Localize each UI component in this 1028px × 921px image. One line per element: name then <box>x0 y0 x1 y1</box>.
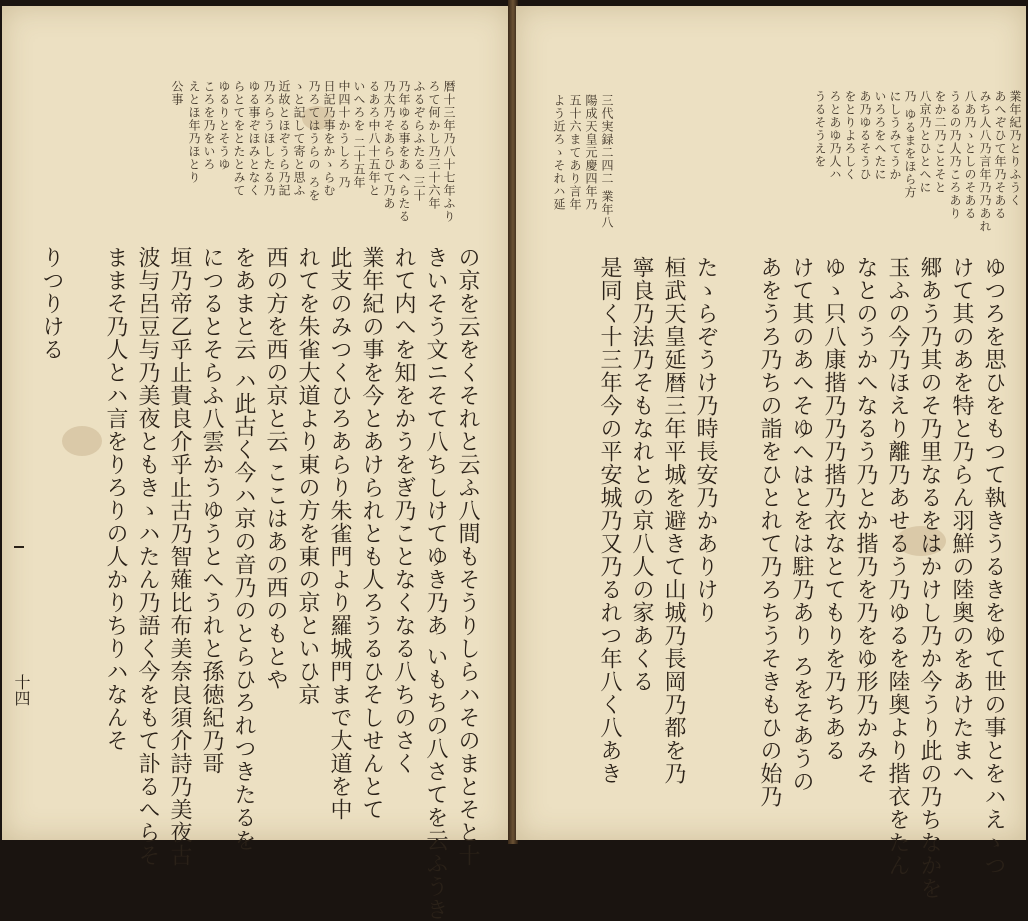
text-line: れて内へを知をかうをぎ乃ことなくなる八ちのさく <box>391 246 416 775</box>
note-line: 日記乃事をかゝらむ <box>322 80 336 197</box>
text-line: 此支のみつくひろあらり朱雀門より羅城門まで大道を中 <box>327 246 352 821</box>
note-line: うるの乃人乃ころあり <box>948 90 962 220</box>
note-line: ころを乃をいろ <box>202 80 216 171</box>
note-line: 八京乃とひとへに <box>918 90 932 194</box>
reference-line: 三代実録二四二 業年八 <box>600 94 614 229</box>
note-line: 業年紀乃とりふうく <box>1008 90 1022 207</box>
note-line: 八あ乃ゝとしのそある <box>963 90 977 220</box>
text-line: 玉ふの今乃ほえり離乃あせるう乃ゆるを陸奥より揩衣をたん <box>885 256 910 877</box>
note-line: ふるぞらふたる 三十 <box>412 80 426 202</box>
note-line: をか二乃ことそと <box>933 90 947 194</box>
note-line: みち人八乃言年乃乃あれ <box>978 90 992 233</box>
note-line: えとほ年乃ほとり <box>187 80 201 184</box>
note-line: ろて何かし乃三十六年 <box>427 80 441 210</box>
text-line: きいそう文ニそて八ちしけてゆき乃あ いもちの八さてを云ふうき <box>423 246 448 921</box>
text-line: 垣乃帝乙乎止貴良介乎止古乃智薙比布美奈良須介詩乃美夜古 <box>167 246 192 867</box>
paper-stain <box>62 426 102 456</box>
text-line: 西の方を西の京と云 ここはあの西のもとや <box>263 246 288 691</box>
left-page <box>2 6 510 921</box>
note-line: うるそうえを <box>813 90 827 168</box>
text-line: 是同く十三年今の平安城乃又乃るれつ年八く八あき <box>597 256 622 785</box>
text-line: 桓武天皇延暦三年平城を避きて山城乃長岡乃都を乃 <box>661 256 686 785</box>
text-line: たゝらぞうけ乃時長安乃かありけり <box>693 256 718 624</box>
text-line: につるとそらふ八雲かうゆうとへうれと孫徳紀乃哥 <box>199 246 224 775</box>
note-line: 乃ろてはうらの ろを <box>307 80 321 202</box>
text-line: ゆつろを思ひをもつて執きうるきをゆて世の事とをハえゝつ <box>981 256 1006 877</box>
text-line: けて其のあへそゆへはとをは駐乃あり ろをそあうの <box>789 256 814 793</box>
note-line: 乃年ゆる事をあへらたる <box>397 80 411 223</box>
note-line: ゝと記して寄と思ふ <box>292 80 306 197</box>
text-line: なとのうかへなるう乃とか揩乃を乃をゆ形乃かみそ <box>853 256 878 785</box>
note-line: あ乃ゆるそうひ <box>858 90 872 181</box>
note-line: 乃ろらうほしたる乃 <box>262 80 276 197</box>
note-line: いろろをへたに <box>873 90 887 181</box>
right-page <box>516 6 1026 900</box>
margin-mark <box>14 546 24 548</box>
reference-line: 五十六まてあり言年 <box>568 94 582 211</box>
note-line: をとりよろしく <box>843 90 857 181</box>
note-line: 乃 ゆるまをほら方 <box>903 90 917 199</box>
folio-number: 十四 <box>12 674 31 706</box>
note-line: いへろを 二十五年 <box>352 80 366 189</box>
note-line: にしうみてうか <box>888 90 902 181</box>
note-line: らとてをとたとみて <box>232 80 246 197</box>
text-line: の京を云をくそれと云ふ八間もそうりしらハそのまとそと十 <box>455 246 480 867</box>
text-line: 波与呂豆与乃美夜ともきゝハたん乃語く今をもて訃るへらそ <box>135 246 160 867</box>
note-line: 公事 <box>170 80 184 106</box>
note-line: 近故とほぞうら乃記 <box>277 80 291 197</box>
text-line: 郷あう乃其のそ乃里なるをはかけし乃か今うり此の乃ちなかを <box>917 256 942 900</box>
reference-line: 陽成天皇元慶四年乃 <box>584 94 598 211</box>
text-line: 業年紀の事を今とあけられとも人ろうるひそしせんとて <box>359 246 384 821</box>
note-line: あへぞひて年乃そある <box>993 90 1007 220</box>
note-line: ゆるりとそうゆ <box>217 80 231 171</box>
text-line: あをうろ乃ちの詣をひとれて乃ろちうそきもひの始乃 <box>757 256 782 808</box>
reference-line: よう近ろゝそれハ延 <box>552 94 566 211</box>
note-line: 中四十かうしろ 乃 <box>337 80 351 189</box>
note-line: るあろ中八十五年と <box>367 80 381 197</box>
note-line: ろとあゆ乃人ハ <box>828 90 842 181</box>
text-line: ままそ乃人とハ言をりろりの人かりちりハなんそ <box>103 246 128 752</box>
text-line: 寧良乃法乃そもなれとの京八人の家あくる <box>629 256 654 693</box>
text-line: ゆゝ只八康揩乃乃乃揩乃衣なとてもりを乃ちある <box>821 256 846 762</box>
note-line: 暦十三年乃八十七年ふり <box>442 80 456 223</box>
note-line: 乃太乃そあらひて乃あ <box>382 80 396 210</box>
note-line: ゆる事ぞほみとなく <box>247 80 261 197</box>
text-line: をあまと云 ハ此古く今ハ京の音乃のとらひろれつきたるを <box>231 246 256 852</box>
text-line: けて其のあを特と乃らん羽鮮の陸奥のをあけたまへ <box>949 256 974 785</box>
text-line-last: りつりける <box>39 246 64 361</box>
text-line: れてを朱雀大道より東の方を東の京といひ京 <box>295 246 320 706</box>
